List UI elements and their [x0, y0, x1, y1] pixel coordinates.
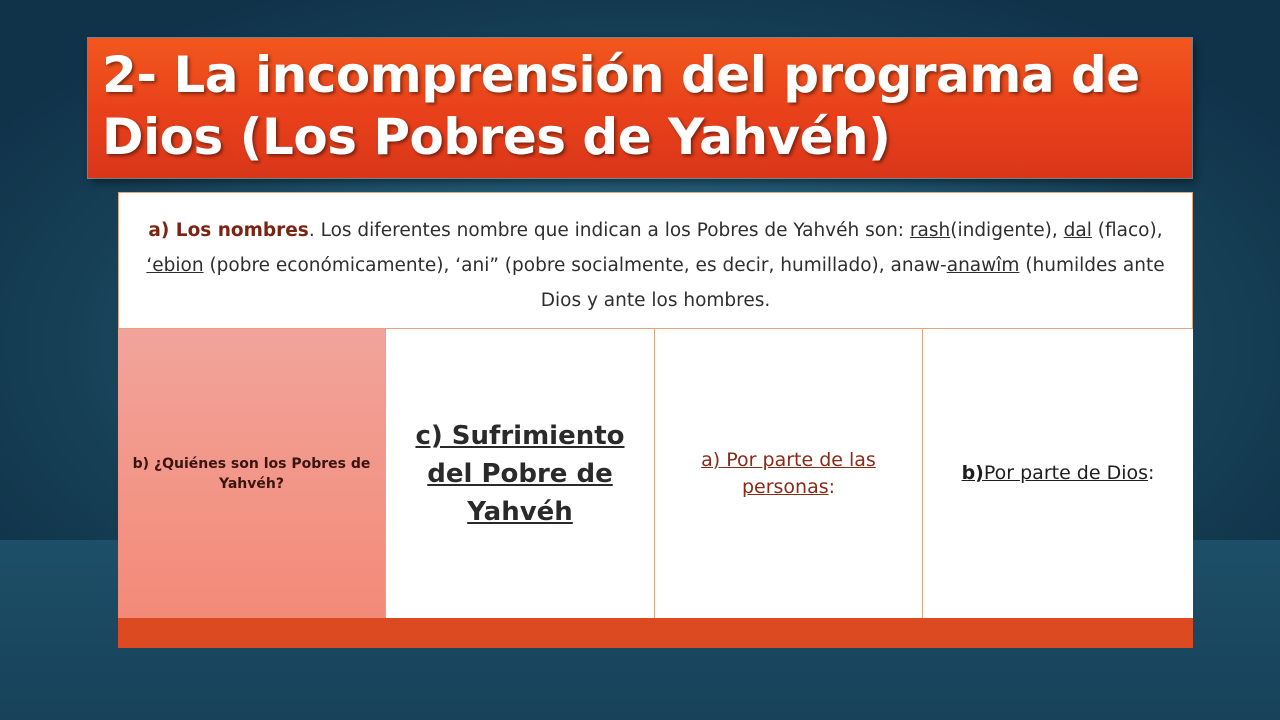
- by-people-colon: :: [828, 475, 836, 498]
- cell-who: [118, 329, 386, 618]
- gloss-rash: (indigente),: [950, 220, 1064, 241]
- slide-title: 2- La incomprensión del programa de Dios (Los Pobres de Yahvéh): [102, 46, 1140, 166]
- gloss-anawim: (humildes ante Dios y ante los hombres.: [540, 255, 1165, 311]
- by-god-body: Por parte de Dios: [983, 462, 1149, 484]
- cell-by-god: [923, 329, 1193, 618]
- by-god-label: b): [961, 462, 984, 484]
- suffering-title: c) Sufrimiento del Pobre de Yahvéh: [415, 420, 625, 527]
- gloss-dal: (flaco),: [1091, 220, 1163, 241]
- by-people-text: [665, 447, 912, 501]
- names-intro: . Los diferentes nombre que indican a los Pobres de Yahvéh son:: [308, 220, 910, 241]
- by-people-body: Por parte de las personas: [720, 448, 876, 498]
- term-rash: rash: [909, 220, 951, 241]
- cell-suffering: [386, 329, 655, 618]
- who-question: b) ¿Quiénes son los Pobres de Yahvéh?: [132, 455, 371, 492]
- gloss-ebion: (pobre económicamente), ‘ani” (pobre socialmente, es decir, humillado), anaw-: [203, 255, 947, 276]
- names-row: [118, 192, 1193, 329]
- by-god-colon: :: [1148, 462, 1155, 484]
- names-label: a) Los nombres: [148, 220, 309, 241]
- by-god-text: [962, 460, 1155, 487]
- cell-by-people: [655, 329, 923, 618]
- cells-row: [118, 329, 1193, 618]
- term-ebion: ‘ebion: [146, 255, 204, 276]
- title-box: [88, 38, 1192, 178]
- by-people-label: a): [701, 448, 721, 471]
- term-dal: dal: [1063, 220, 1092, 241]
- content-table: [118, 192, 1193, 648]
- term-anawim: anawîm: [946, 255, 1020, 276]
